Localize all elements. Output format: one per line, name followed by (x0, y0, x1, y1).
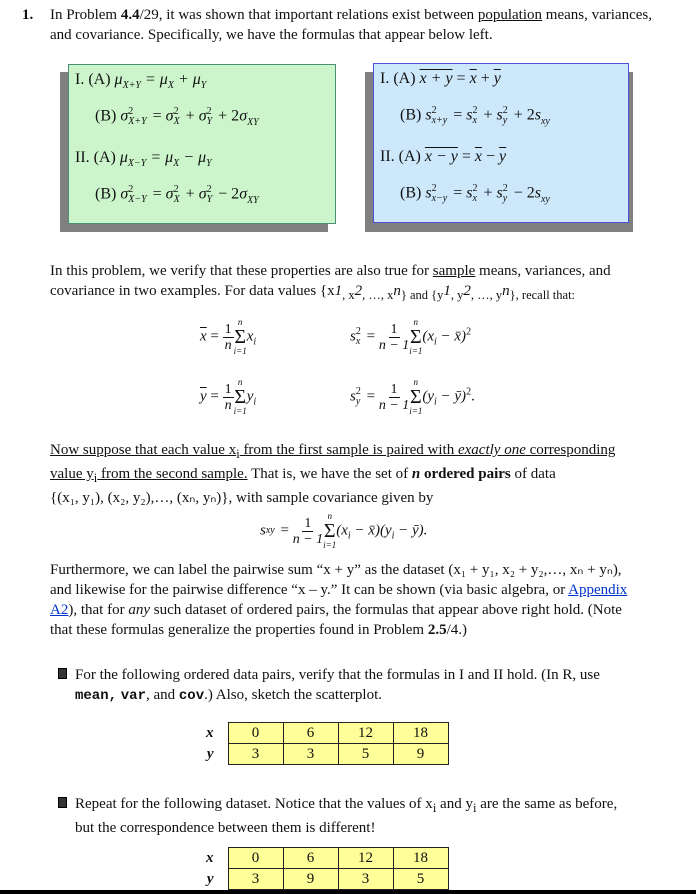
formula-part (503, 184, 508, 204)
t: ), that for (68, 602, 129, 618)
formula-part (379, 322, 409, 353)
formula-pop-IIA (75, 149, 212, 169)
formula-part: Σ (234, 386, 246, 408)
paragraph-2 (50, 261, 675, 305)
formula-pop-IA (75, 71, 206, 91)
t: n (393, 283, 401, 299)
t: Furthermore, we can label the pairwise sum “x + y” as the dataset (x₁ + y₁, x₂ + y₂,…, xₙ + yₙ), (50, 562, 622, 578)
formula-part: = (362, 388, 379, 405)
formula-part: 2 (128, 184, 134, 195)
formula-part: σ (239, 185, 248, 203)
formula-part: = (206, 388, 223, 405)
formula-part: σ (239, 107, 248, 125)
formula-part: n (237, 317, 243, 327)
formula-part: 1 (224, 381, 232, 397)
formula-part: = (206, 328, 223, 345)
cell: 3 (283, 744, 338, 765)
formula-part: 2 (355, 326, 361, 337)
formula-part: xy (540, 115, 550, 127)
formula-part: X (167, 80, 174, 92)
formula-part (472, 184, 477, 204)
formula-part: σ (198, 107, 207, 125)
t: are the same as before, (476, 796, 618, 812)
t: such dataset of ordered pairs, the formulas that appear above right hold. (Note (150, 602, 622, 618)
appendix-a2-link[interactable]: A2 (50, 602, 69, 618)
formula-part (356, 327, 361, 347)
formula-part: σ (120, 185, 129, 203)
t: from the first sample is paired with (239, 442, 458, 458)
code: mean, (75, 688, 118, 704)
formula-part: s (425, 106, 432, 124)
t: , …, x (362, 288, 394, 302)
text: means, variances, and covariance. Specifically, we have the formulas that appear below left. (50, 7, 652, 43)
table-row-y (190, 744, 448, 765)
formula-sample-IA (380, 70, 501, 88)
formula-part: (B) (95, 107, 121, 125)
formula-part: μ (119, 149, 128, 166)
cell: 12 (338, 848, 393, 869)
row-label: y (206, 745, 214, 762)
formula-part (174, 185, 180, 205)
formula-part: 2 (128, 106, 134, 117)
t: .) Also, sketch the scatterplot. (204, 687, 383, 703)
formula-part: X (173, 158, 180, 170)
formula-part: II. (A) (75, 149, 120, 166)
t: /4.) (446, 622, 467, 638)
formula-part: x (246, 328, 254, 345)
t: , and (145, 687, 179, 703)
problem-number: 1. (22, 7, 34, 23)
cell: 18 (393, 848, 448, 869)
t: any (128, 602, 150, 618)
formula-part: X−Y (128, 194, 147, 205)
formula-part: $\overline{y}$ (499, 148, 507, 165)
t: and y (436, 796, 473, 812)
formula-part: 2 (173, 106, 179, 117)
formula-part: n − 1 (292, 531, 324, 547)
formula-part: n − 1 (378, 397, 410, 413)
formula-part: = (457, 148, 475, 165)
cell: 12 (338, 723, 393, 744)
table-row-x (190, 723, 448, 744)
formula-part (174, 107, 180, 127)
formula-part: $\overline{y}$ (493, 70, 501, 87)
formula-part: + (479, 106, 497, 124)
cell: 3 (228, 869, 283, 890)
formula-part (503, 106, 508, 126)
formula-part: x − y (424, 148, 458, 165)
data-table-2 (190, 847, 449, 890)
cell: 5 (393, 869, 448, 890)
formula-part: y (502, 193, 508, 204)
formula-part (223, 382, 234, 413)
formula-part (234, 318, 247, 356)
table-row-x (190, 848, 448, 869)
bottom-bar (0, 890, 696, 894)
cell: 9 (283, 869, 338, 890)
formula-part: 1 (224, 321, 232, 337)
formula-part: Y (206, 116, 213, 127)
formula-part: + (479, 184, 497, 202)
t: That is, we have the set of (247, 466, 412, 482)
formula-sample-IIA (380, 148, 506, 166)
formula-part: I. (A) (75, 71, 115, 88)
formula-part: x−y (431, 193, 448, 204)
cell: 9 (393, 744, 448, 765)
row-label: x (206, 849, 214, 866)
formula-part: X+Y (122, 80, 141, 92)
formula-sy2 (350, 378, 475, 416)
formula-part: xy (540, 193, 550, 205)
formula-part (128, 107, 146, 127)
formula-part: y (355, 396, 361, 407)
formula-part: x (355, 336, 361, 347)
population-formulas-box (68, 64, 336, 224)
formula-part: X−Y (127, 158, 147, 170)
t: , y (450, 288, 464, 302)
formula-part: s (350, 328, 356, 345)
code: cov (178, 688, 205, 704)
ref: 4.4 (120, 7, 140, 23)
formula-part: μ (114, 71, 123, 88)
bullet-2-text (75, 794, 675, 838)
formula-part (223, 322, 234, 353)
formula-part: i (434, 396, 437, 408)
formula-part: i (253, 336, 257, 348)
t: For the following ordered data pairs, verify that the formulas in I and II hold. (In R, use (75, 667, 600, 683)
formula-part: (y (422, 388, 434, 405)
formula-part: n (237, 377, 243, 387)
formula-part: 2 (431, 183, 437, 194)
appendix-link[interactable]: Appendix (568, 582, 628, 598)
formula-part: 2 (472, 183, 478, 194)
formula-part (472, 106, 477, 126)
formula-part: s (534, 106, 541, 124)
formula-part: X (173, 194, 180, 205)
formula-part: s (260, 522, 266, 539)
text: In Problem (50, 7, 121, 23)
formula-part: i (347, 530, 351, 542)
formula-part: = (449, 106, 467, 124)
formula-part (266, 526, 275, 536)
formula-part: + 2 (509, 106, 535, 124)
t: ordered pairs (420, 466, 511, 482)
formula-part: s (466, 106, 473, 124)
formula-part: II. (A) (380, 148, 425, 165)
formula-part: X (173, 116, 180, 127)
t: Repeat for the following dataset. Notice that the values of x (75, 796, 433, 812)
formula-xbar (200, 318, 256, 356)
t: 2 (354, 283, 363, 299)
formula-part: s (534, 184, 541, 202)
formula-part: 2 (206, 106, 212, 117)
formula-part: σ (120, 107, 129, 125)
t: i (236, 447, 240, 461)
formula-part: = (148, 185, 166, 203)
t: corresponding (525, 442, 616, 458)
formula-part: = (452, 70, 470, 87)
formula-sx2 (350, 318, 471, 356)
formula-part: 2 (502, 183, 508, 194)
formula-part: = (148, 107, 166, 125)
formula-part: (B) (400, 184, 426, 202)
formula-part (409, 318, 422, 356)
formula-part (379, 382, 409, 413)
formula-sxy (260, 512, 427, 550)
formula-part (128, 185, 146, 205)
formula-part: n (327, 511, 332, 521)
formula-part: − x̄)(y (350, 522, 392, 539)
cell: 18 (393, 723, 448, 744)
bullet-1-text (75, 665, 675, 706)
formula-part (293, 516, 323, 547)
t: n (502, 283, 510, 299)
cell: 0 (228, 723, 283, 744)
formula-part: i=1 (233, 406, 247, 416)
formula-part: σ (165, 185, 174, 203)
formula-part: $\overline{y}$ (200, 388, 207, 405)
formula-part: 2 (206, 184, 212, 195)
formula-part (432, 106, 448, 126)
formula-part: Y (206, 194, 213, 205)
formula-part: 1 (390, 381, 398, 397)
formula-part: + μ (173, 71, 201, 88)
formula-part (207, 185, 213, 205)
formula-part: = (449, 184, 467, 202)
formula-part: s (466, 184, 473, 202)
t: i (93, 471, 98, 485)
t: n (411, 466, 421, 482)
formula-part: xy (265, 525, 275, 536)
sample-formulas-box (373, 63, 629, 223)
formula-part: Σ (234, 326, 246, 348)
calculator-bullet-icon (58, 668, 67, 679)
row-label: y (206, 870, 214, 887)
formula-part: i=1 (409, 406, 423, 416)
table-row-y (190, 869, 448, 890)
formula-part: = μ (141, 71, 168, 88)
calculator-bullet-icon (58, 797, 67, 808)
formula-part: XY (247, 116, 259, 128)
formula-part: . (471, 388, 475, 405)
formula-part: σ (165, 107, 174, 125)
t: , …, y (470, 288, 503, 302)
text: /29, it was shown that important relations exist between (139, 7, 478, 23)
t: but the correspondence between them is different! (75, 820, 376, 836)
cell: 6 (283, 848, 338, 869)
cell: 0 (228, 848, 283, 869)
formula-part: n (224, 337, 232, 353)
formula-part: n (413, 377, 419, 387)
formula-part: i (253, 396, 257, 408)
cell: 6 (283, 723, 338, 744)
formula-part: x + y (419, 70, 453, 87)
formula-part: (B) (400, 106, 426, 124)
t: i (472, 801, 477, 815)
formula-part: σ (198, 185, 207, 203)
formula-part: n (413, 317, 419, 327)
t: from the second sample. (97, 466, 248, 482)
t: 2.5 (427, 622, 447, 638)
formula-part: s (496, 184, 503, 202)
formula-part: 2 (466, 386, 472, 398)
t: i (432, 801, 437, 815)
formula-part: − ȳ) (436, 388, 467, 405)
t: that these formulas generalize the properties found in Problem (50, 622, 428, 638)
text: means, variances, and covariance in two examples. For data values {x (50, 263, 611, 299)
formula-part: y (502, 115, 508, 126)
cell: 3 (338, 869, 393, 890)
formula-part: + (181, 107, 199, 125)
formula-part: 1 (304, 515, 312, 531)
code: var (120, 688, 146, 704)
paragraph-3 (50, 440, 680, 508)
formula-part: n − 1 (378, 337, 410, 353)
formula-part: $\overline{x}$ (469, 70, 477, 87)
formula-pop-IB (95, 107, 259, 128)
formula-part: y (246, 388, 254, 405)
text: In this problem, we verify that these properties are also true for (50, 263, 433, 279)
formula-part (234, 378, 247, 416)
formula-part: (B) (95, 185, 121, 203)
formula-part: 2 (502, 105, 508, 116)
formula-part: x (472, 115, 477, 126)
formula-part (207, 107, 213, 127)
formula-part: + (181, 185, 199, 203)
formula-part: i=1 (233, 346, 247, 356)
formula-part: Σ (323, 520, 336, 542)
formula-part: + 2 (214, 107, 240, 125)
formula-part: + (476, 70, 494, 87)
formula-part: 2 (355, 386, 361, 397)
formula-part: Y (206, 158, 212, 170)
formula-part: 2 (466, 326, 472, 338)
formula-part (432, 184, 448, 204)
formula-part: Σ (409, 386, 422, 408)
formula-part: i=1 (323, 540, 337, 550)
formula-sample-IB (400, 106, 550, 127)
t: of data (510, 466, 556, 482)
t: , x (342, 288, 355, 302)
underlined-word: sample (432, 263, 476, 279)
formula-part: x+y (431, 115, 448, 126)
formula-part (409, 378, 422, 416)
formula-part: − 2 (509, 184, 535, 202)
formula-part: $\overline{x}$ (474, 148, 483, 165)
formula-part: Σ (409, 326, 422, 348)
formula-part: = μ (146, 149, 174, 166)
formula-part: i (391, 530, 395, 542)
formula-part: 2 (472, 105, 478, 116)
formula-part: $\overline{x}$ (200, 328, 207, 345)
formula-part: s (425, 184, 432, 202)
paragraph-4 (50, 560, 680, 640)
formula-part: − 2 (214, 185, 240, 203)
formula-part: i=1 (409, 346, 423, 356)
formula-sample-IIB (400, 184, 550, 205)
t: }, recall that: (509, 288, 576, 302)
t: and likewise for the pairwise difference “x – y.” It can be shown (via basic algebra, or (50, 582, 569, 598)
formula-part: = (362, 328, 379, 345)
formula-part: s (496, 106, 503, 124)
formula-part: XY (247, 194, 259, 206)
formula-part: − μ (179, 149, 207, 166)
formula-part: I. (A) (380, 70, 420, 87)
data-table-1 (190, 722, 449, 765)
formula-part: x (472, 193, 477, 204)
underlined-word: population (477, 7, 543, 23)
formula-part: X+Y (128, 116, 147, 127)
formula-part: 2 (431, 105, 437, 116)
formula-part: Y (200, 80, 207, 92)
formula-part (356, 387, 361, 407)
intro-paragraph (50, 5, 670, 45)
formula-part: 2 (173, 184, 179, 195)
formula-part: 1 (390, 321, 398, 337)
formula-part: (x (422, 328, 434, 345)
formula-part (323, 512, 336, 550)
t: 1 (334, 283, 343, 299)
row-label: x (206, 724, 214, 741)
t: 2 (463, 283, 471, 299)
formula-part: i (434, 336, 437, 348)
formula-ybar (200, 378, 256, 416)
cell: 3 (228, 744, 283, 765)
formula-part: − ȳ). (394, 522, 428, 539)
t: value y (50, 466, 94, 482)
emph: exactly one (457, 442, 526, 458)
t: 1 (443, 283, 451, 299)
formula-part: (x (336, 522, 348, 539)
formula-part: − (482, 148, 500, 165)
t: {(x₁, y₁), (x₂, y₂),…, (xₙ, yₙ)}, with sample covariance given by (50, 490, 434, 506)
cell: 5 (338, 744, 393, 765)
formula-part: − x̄) (436, 328, 467, 345)
formula-part: n (224, 397, 232, 413)
formula-pop-IIB (95, 185, 259, 206)
t: } and {y (400, 288, 444, 302)
formula-part: = (276, 522, 293, 539)
t: Now suppose that each value x (50, 442, 237, 458)
formula-part: s (350, 388, 356, 405)
